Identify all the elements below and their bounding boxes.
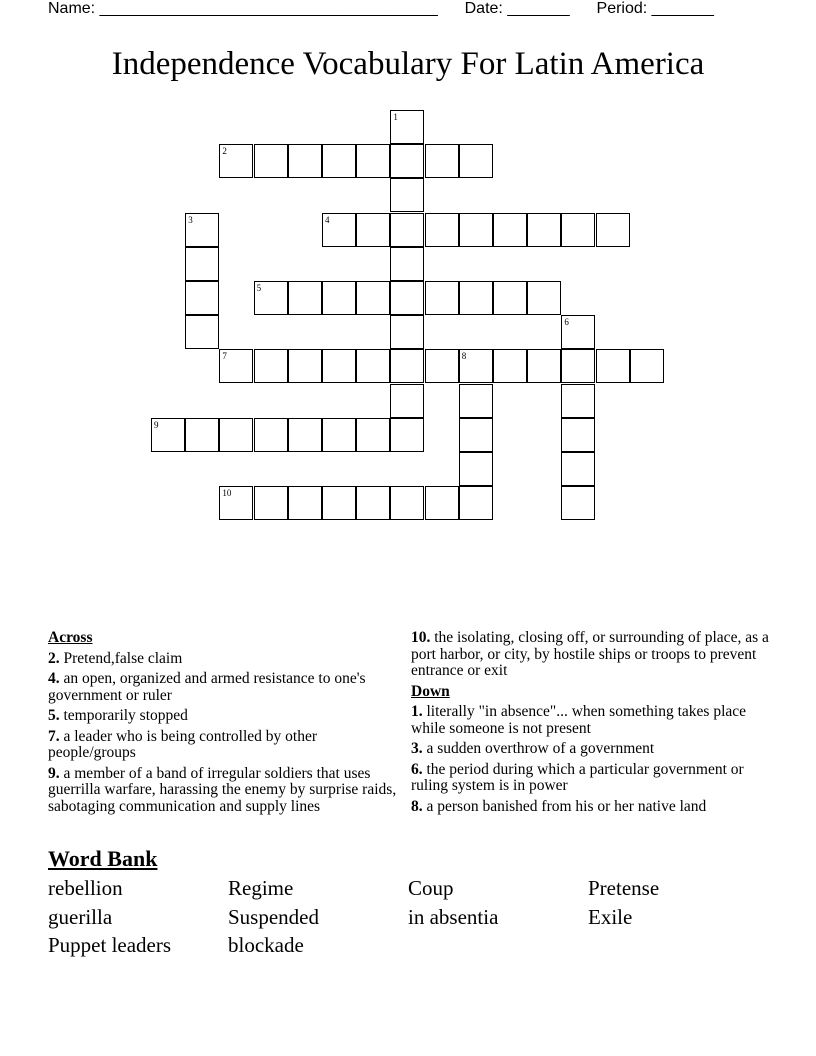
crossword-cell[interactable] (390, 281, 424, 315)
crossword-cell[interactable] (459, 486, 493, 520)
crossword-cell[interactable] (356, 418, 390, 452)
word-bank-item: Regime (228, 876, 294, 900)
crossword-cell[interactable] (390, 144, 424, 178)
clue-number: 1. (411, 703, 423, 720)
clue-number-label: 10 (222, 488, 232, 499)
crossword-cell[interactable] (459, 349, 493, 383)
crossword-cell[interactable] (561, 486, 595, 520)
crossword-cell[interactable] (185, 315, 219, 349)
clue-text: a person banished from his or her native land (426, 797, 707, 815)
crossword-cell[interactable] (185, 418, 219, 452)
crossword-cell[interactable] (322, 213, 356, 247)
word-bank-item: in absentia (408, 904, 499, 929)
crossword-cell[interactable] (356, 213, 390, 247)
date-field-label: Date: _______ (464, 0, 570, 17)
crossword-cell[interactable] (527, 281, 561, 315)
clue-text: the isolating, closing off, or surrounding of place, as a port harbor, or city, by hostile ships or troops to prevent entrance or exit (411, 629, 769, 679)
clue-number-label: 1 (393, 112, 398, 122)
clue-across-7 (48, 729, 408, 762)
crossword-cell[interactable] (151, 418, 185, 452)
name-field-label: Name: ______________________________________ (48, 0, 438, 17)
crossword-cell[interactable] (561, 452, 595, 486)
crossword-cell[interactable] (425, 144, 459, 178)
crossword-cell[interactable] (185, 213, 219, 247)
clue-across-4 (48, 671, 408, 704)
clue-across-10 (411, 630, 771, 680)
clue-text: a leader who is being controlled by other people/groups (48, 727, 318, 761)
crossword-cell[interactable] (596, 213, 630, 247)
down-clues-column (411, 630, 771, 819)
clue-number-label: 5 (256, 283, 262, 293)
clue-across-2 (48, 651, 408, 668)
crossword-cell[interactable] (322, 349, 356, 383)
clue-number: 3. (411, 740, 423, 757)
clue-across-9 (48, 766, 408, 816)
down-heading: Down (411, 682, 450, 700)
clue-text: a sudden overthrow of a government (426, 740, 655, 757)
clue-text: a member of a band of irregular soldiers that uses guerrilla warfare, harassing the enemy by surprise raids, sabotaging communication and supply lines (48, 764, 397, 815)
crossword-cell[interactable] (185, 247, 219, 281)
clue-number: 5. (48, 707, 60, 724)
crossword-cell[interactable] (425, 281, 459, 315)
crossword-cell[interactable] (561, 418, 595, 452)
clue-across-5 (48, 708, 408, 725)
word-bank-item: Exile (588, 904, 633, 929)
clue-number-label: 9 (154, 419, 159, 430)
crossword-cell[interactable] (390, 315, 424, 349)
crossword-cell[interactable] (356, 281, 390, 315)
crossword-cell[interactable] (561, 384, 595, 418)
crossword-cell[interactable] (459, 281, 493, 315)
crossword-cell[interactable] (219, 349, 253, 383)
crossword-cell[interactable] (459, 213, 493, 247)
crossword-cell[interactable] (390, 178, 424, 212)
crossword-cell[interactable] (254, 418, 288, 452)
clue-number-label: 7 (222, 351, 227, 362)
crossword-cell[interactable] (390, 418, 424, 452)
crossword-cell[interactable] (561, 315, 595, 349)
crossword-cell[interactable] (254, 349, 288, 383)
crossword-cell[interactable] (288, 486, 322, 520)
across-clues-column (48, 630, 408, 819)
crossword-cell[interactable] (390, 384, 424, 418)
crossword-cell[interactable] (390, 349, 424, 383)
crossword-cell[interactable] (185, 281, 219, 315)
crossword-cell[interactable] (390, 213, 424, 247)
clue-number: 8. (411, 797, 423, 815)
word-bank-item: Pretense (588, 876, 660, 900)
word-bank-item: Coup (408, 876, 454, 900)
clue-number-label: 4 (325, 214, 330, 225)
crossword-cell[interactable] (288, 349, 322, 383)
crossword-cell[interactable] (459, 384, 493, 418)
crossword-cell[interactable] (219, 144, 253, 178)
word-bank-item: Puppet leaders (48, 933, 172, 957)
crossword-cell[interactable] (288, 144, 322, 178)
clue-number-label: 8 (461, 351, 467, 362)
crossword-cell[interactable] (322, 418, 356, 452)
crossword-cell[interactable] (561, 213, 595, 247)
clue-text: temporarily stopped (63, 707, 188, 724)
clue-text: an open, organized and armed resistance to one's government or ruler (48, 670, 366, 704)
across-heading: Across (48, 629, 93, 646)
word-bank-title: Word Bank (48, 846, 158, 871)
crossword-cell[interactable] (425, 213, 459, 247)
crossword-cell[interactable] (630, 349, 664, 383)
crossword-cell[interactable] (322, 281, 356, 315)
crossword-cell[interactable] (322, 486, 356, 520)
crossword-cell[interactable] (254, 281, 288, 315)
crossword-cell[interactable] (219, 486, 253, 520)
crossword-cell[interactable] (493, 281, 527, 315)
clue-text: the period during which a particular government or ruling system is in power (411, 760, 744, 794)
crossword-cell[interactable] (459, 452, 493, 486)
crossword-cell[interactable] (527, 213, 561, 247)
crossword-cell[interactable] (356, 349, 390, 383)
clue-number-label: 6 (564, 317, 569, 328)
clue-down-6 (411, 762, 771, 795)
clue-number: 10. (411, 629, 431, 646)
crossword-cell[interactable] (425, 349, 459, 383)
word-bank (48, 874, 768, 960)
crossword-cell[interactable] (596, 349, 630, 383)
crossword-cell[interactable] (390, 110, 424, 144)
crossword-cell[interactable] (322, 144, 356, 178)
clue-number-label: 2 (222, 146, 227, 157)
crossword-cell[interactable] (288, 281, 322, 315)
crossword-cell[interactable] (493, 349, 527, 383)
word-bank-item: guerilla (48, 904, 113, 929)
clue-number: 4. (48, 670, 60, 687)
crossword-cell[interactable] (561, 349, 595, 383)
clue-number-label: 3 (188, 214, 193, 225)
clue-down-8 (411, 799, 771, 816)
crossword-cell[interactable] (493, 213, 527, 247)
clue-number: 6. (411, 760, 423, 778)
crossword-cell[interactable] (254, 144, 288, 178)
page-title: Independence Vocabulary For Latin America (111, 46, 705, 82)
crossword-cell[interactable] (254, 486, 288, 520)
clue-text: literally "in absence"... when something takes place while someone is not present (411, 703, 747, 737)
clue-number: 9. (48, 764, 60, 782)
clue-number: 7. (48, 727, 60, 745)
clue-text: Pretend,false claim (63, 649, 183, 667)
period-field-label: Period: _______ (596, 0, 714, 17)
clue-down-3 (411, 741, 771, 758)
clue-number: 2. (48, 649, 60, 667)
crossword-cell[interactable] (356, 144, 390, 178)
crossword-cell[interactable] (288, 418, 322, 452)
clue-down-1 (411, 704, 771, 737)
word-bank-item: Suspended (228, 904, 319, 929)
word-bank-item: blockade (228, 933, 304, 957)
crossword-cell[interactable] (356, 486, 390, 520)
crossword-cell[interactable] (527, 349, 561, 383)
crossword-cell[interactable] (219, 418, 253, 452)
crossword-cell[interactable] (459, 144, 493, 178)
crossword-cell[interactable] (459, 418, 493, 452)
crossword-cell[interactable] (390, 247, 424, 281)
word-bank-item: rebellion (48, 876, 123, 900)
crossword-cell[interactable] (390, 486, 424, 520)
crossword-cell[interactable] (425, 486, 459, 520)
